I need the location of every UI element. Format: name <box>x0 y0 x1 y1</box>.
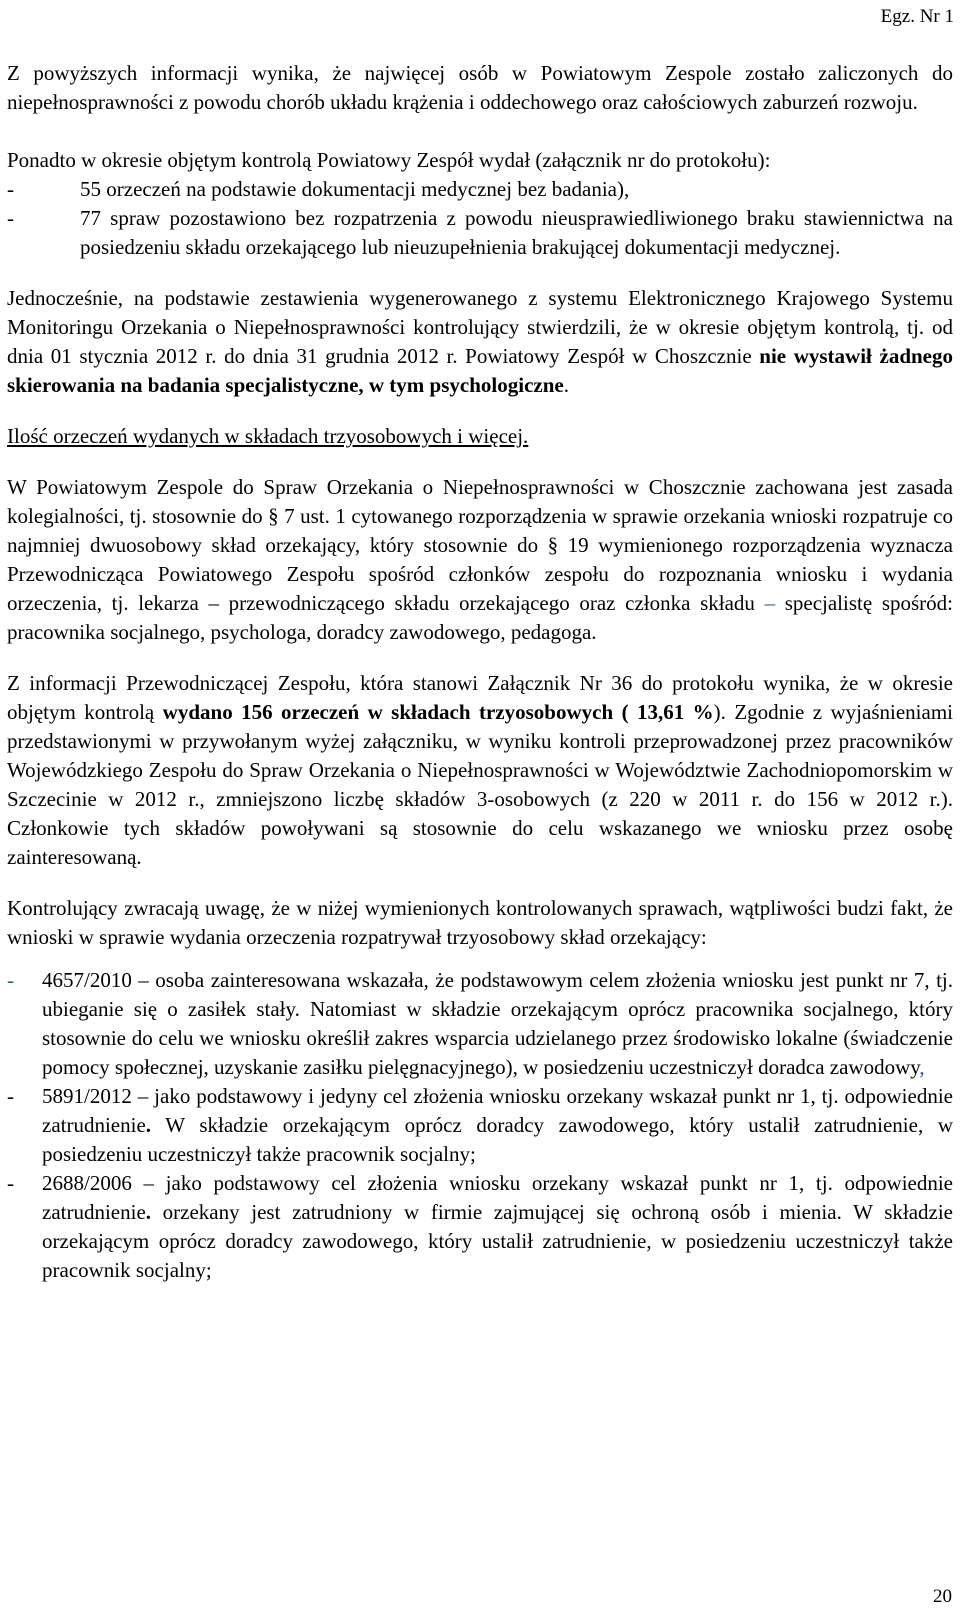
case-text: 5891/2012 – jako podstawowy i jedyny cel złożenia wniosku orzekany wskazał punkt nr 1, tj. odpowiednie zatrudnienie <box>42 1084 953 1137</box>
paragraph-three-person <box>7 669 953 872</box>
case-rest: W składzie orzekającym oprócz doradcy zawodowego, który ustalił zatrudnienie, w posiedzeniu uczestniczył także pracownik socjalny; <box>42 1113 953 1166</box>
list-marker: - <box>7 206 14 230</box>
list-item-text: 55 orzeczeń na podstawie dokumentacji medycznej bez badania), <box>80 177 630 201</box>
list-marker: - <box>7 968 14 992</box>
case-bold-dot: . <box>145 1200 152 1224</box>
case-trail: , <box>919 1055 925 1079</box>
page-number: 20 <box>933 1586 952 1607</box>
section-heading: Ilość orzeczeń wydanych w składach trzyosobowych i więcej. <box>7 424 529 448</box>
paragraph-intro: Ponadto w okresie objętym kontrolą Powiatowy Zespół wydał (załącznik nr do protokołu): <box>7 148 771 172</box>
list-item-text: 77 spraw pozostawiono bez rozpatrzenia z powodu nieusprawiedliwionego braku stawiennictwa na posiedzeniu składu orzekającego lub nieuzupełnienia brakującej dokumentacji medycznej. <box>80 206 953 259</box>
collegiality-a: W Powiatowym Zespole do Spraw Orzekania o Niepełnosprawności w Choszcznie zachowana jest zasada kolegialności, tj. stosownie do § 7 ust. 1 cytowanego rozporządzenia w sprawie orzekania wnioski rozpatruje co najmniej dwuosobowy skład orzekający, który stosownie do § 19 wymienionego rozporządzenia wyznacza Przewodnicząca Powiatowego Zespołu spośród członków zespołu do rozpoznania wniosku i wydania orzeczenia, tj. lekarza <box>7 475 953 615</box>
three-person-bold: wydano 156 orzeczeń w składach trzyosobowych ( 13,61 % <box>162 700 714 724</box>
three-person-b: ). Zgodnie z wyjaśnieniami przedstawionymi w przywołanym wyżej załączniku, w wyniku kontroli przeprowadzonej przez pracowników Wojewódzkiego Zespołu do Spraw Orzekania o Niepełnosprawności w Województwie Zachodniopomorskim w Szczecinie w 2012 r., zmniejszono liczbę składów 3-osobowych (z 220 w 2011 r. do 156 w 2012 r.). Członkowie tych składów powoływani są stosownie do celu wskazanego we wniosku przez osobę zainteresowaną. <box>7 700 953 869</box>
case-item <box>7 966 953 1082</box>
collegiality-b: przewodniczącego składu orzekającego oraz członka składu <box>218 591 765 615</box>
document-body <box>7 59 953 1285</box>
three-person-a: Z informacji Przewodniczącej Zespołu, która stanowi Załącznik Nr 36 do protokołu wynika, że w okresie objętym kontrolą <box>7 671 953 724</box>
copy-number: Egz. Nr 1 <box>880 6 954 27</box>
case-text: 4657/2010 – osoba zainteresowana wskazała, że podstawowym celem złożenia wniosku jest punkt nr 7, tj. ubieganie się o zasiłek stały. Natomiast w składzie orzekającym oprócz pracownika socjalnego, który stosownie do celu we wniosku określił zakres wsparcia udzielanego przez środowisko lokalne (świadczenie pomocy społecznej, uzyskanie zasiłku pielęgnacyjnego), w posiedzeniu uczestniczył doradca zawodowy <box>42 968 953 1079</box>
list-marker: - <box>7 1084 14 1108</box>
case-item <box>7 1082 953 1169</box>
referrals-text: Jednocześnie, na podstawie zestawienia wygenerowanego z systemu Elektronicznego Krajowego Systemu Monitoringu Orzekania o Niepełnosprawności kontrolujący stwierdzili, że w okresie objętym kontrolą, tj. od dnia 01 stycznia 2012 r. do dnia 31 grudnia 2012 r. Powiatowy Zespół w Choszcznie <box>7 286 953 368</box>
collegiality-c: specjalistę spośród: pracownika socjalnego, psychologa, doradcy zawodowego, pedagoga. <box>7 591 953 644</box>
issued-list <box>7 175 953 262</box>
list-item <box>7 175 953 204</box>
list-item <box>7 204 953 262</box>
case-bold-dot: . <box>145 1113 152 1137</box>
paragraph-collegiality <box>7 473 953 647</box>
list-marker: - <box>7 1171 14 1195</box>
referrals-bold: nie wystawił żadnego skierowania na badania specjalistyczne, w tym psychologiczne <box>7 344 953 397</box>
cases-list <box>7 966 953 1285</box>
list-marker: - <box>7 177 14 201</box>
case-text: 2688/2006 – jako podstawowy cel złożenia wniosku orzekany wskazał punkt nr 1, tj. odpowiednie zatrudnienie <box>42 1171 953 1224</box>
collegiality-dash-2: – <box>764 591 776 615</box>
case-item <box>7 1169 953 1285</box>
referrals-end: . <box>563 373 569 397</box>
paragraph-summary: Z powyższych informacji wynika, że najwięcej osób w Powiatowym Zespole zostało zaliczonych do niepełnosprawności z powodu chorób układu krążenia i oddechowego oraz całościowych zaburzeń rozwoju. <box>7 61 953 114</box>
collegiality-dash-1: – <box>208 591 219 615</box>
paragraph-referrals <box>7 284 953 400</box>
case-rest: orzekany jest zatrudniony w firmie zajmującej się ochroną osób i mienia. W składzie orzekającym oprócz doradcy zawodowego, który ustalił zatrudnienie, w posiedzeniu uczestniczył także pracownik socjalny; <box>42 1200 953 1282</box>
paragraph-doubts: Kontrolujący zwracają uwagę, że w niżej wymienionych kontrolowanych sprawach, wątpliwości budzi fakt, że wnioski w sprawie wydania orzeczenia rozpatrywał trzyosobowy skład orzekający: <box>7 896 953 949</box>
